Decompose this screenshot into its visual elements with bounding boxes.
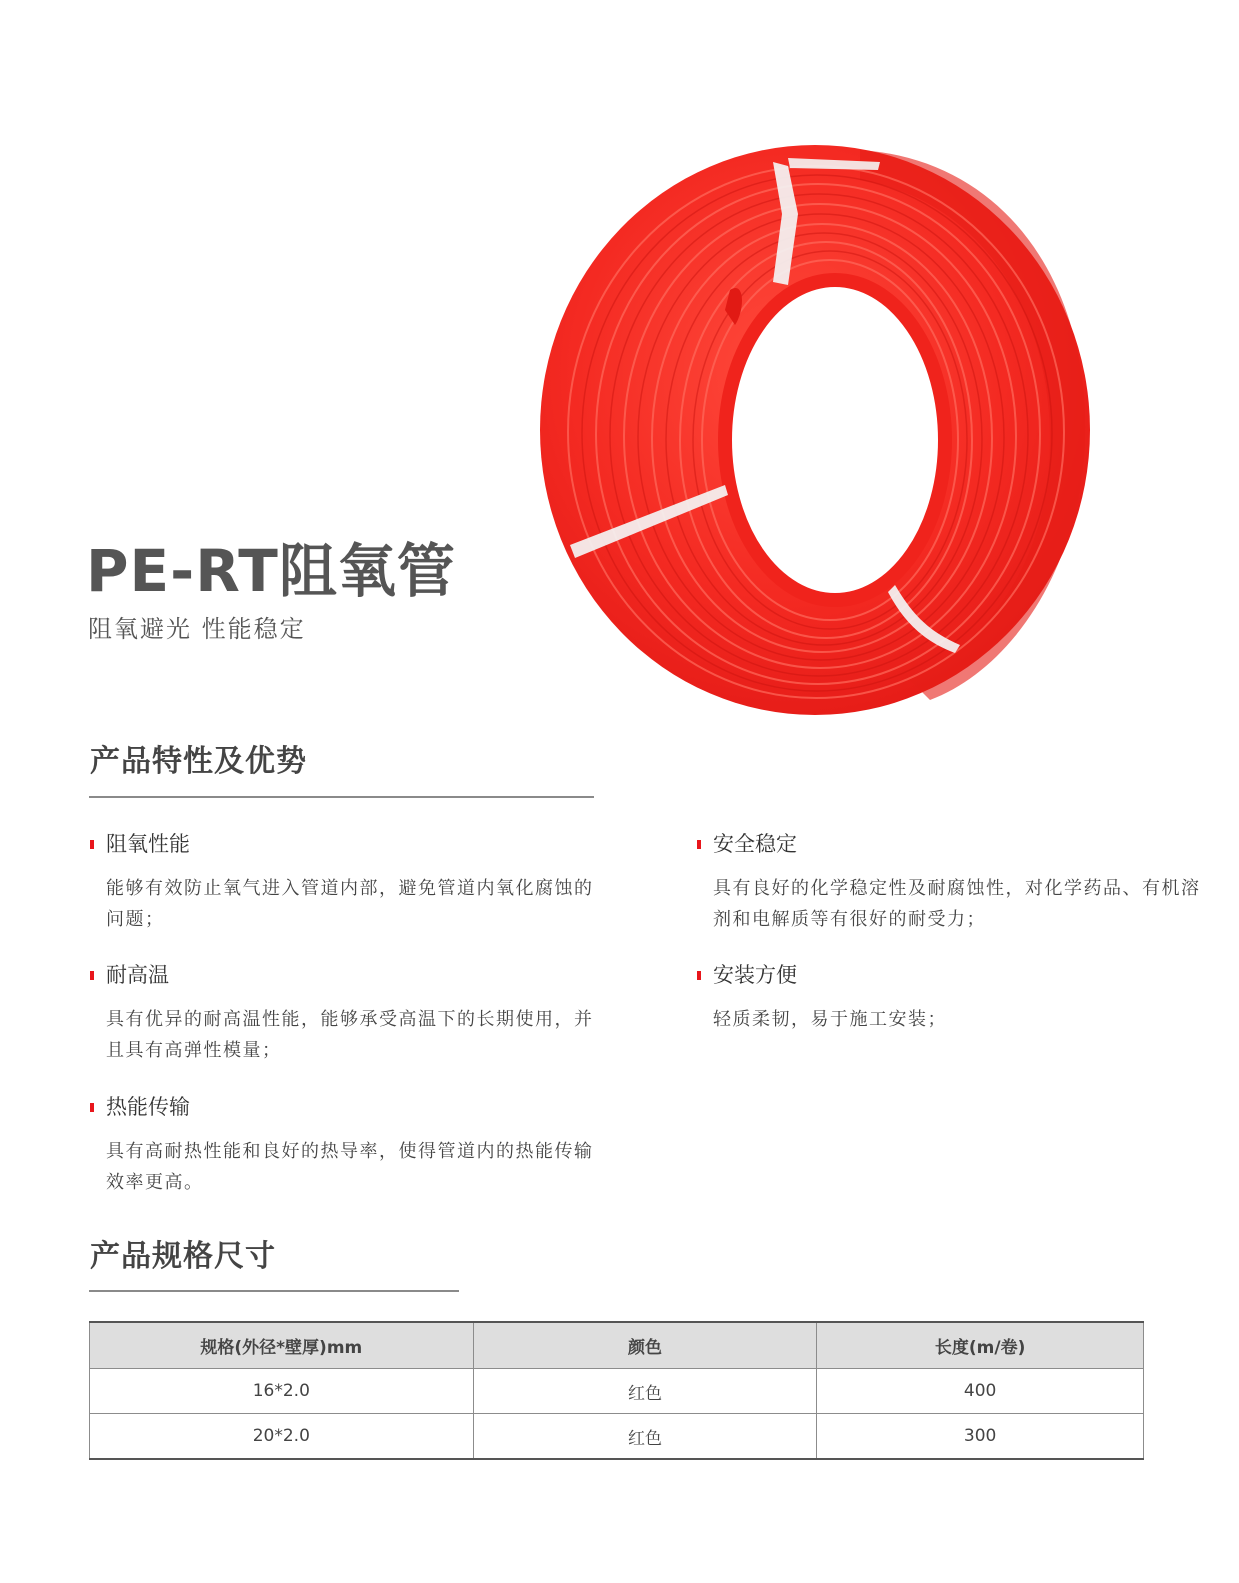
feature-text: 轻质柔韧，易于施工安装； bbox=[713, 1009, 947, 1030]
feature-title: 阻氧性能 bbox=[106, 832, 190, 856]
feature-text: 具有高耐热性能和良好的热导率，使得管道内的热能传输效率更高。 bbox=[106, 1141, 594, 1193]
spec-table bbox=[89, 1321, 1144, 1460]
column-header-color: 颜色 bbox=[473, 1322, 817, 1369]
column-header-length: 长度(m/卷) bbox=[817, 1322, 1144, 1369]
table-header-row bbox=[90, 1322, 1144, 1369]
column-header-size: 规格(外径*壁厚)mm bbox=[90, 1322, 474, 1369]
spec-divider bbox=[89, 1290, 459, 1292]
table-row bbox=[90, 1414, 1144, 1460]
product-subtitle: 阻氧避光 性能稳定 bbox=[88, 615, 306, 643]
product-title: PE-RT阻氧管 bbox=[86, 537, 456, 605]
feature-safety-stability bbox=[697, 829, 1201, 935]
feature-easy-install bbox=[697, 960, 1197, 1035]
features-heading: 产品特性及优势 bbox=[90, 744, 307, 779]
table-row bbox=[90, 1369, 1144, 1414]
features-divider bbox=[89, 796, 594, 798]
feature-title: 耐高温 bbox=[106, 963, 169, 987]
bullet-icon bbox=[697, 840, 701, 849]
feature-text: 具有良好的化学稳定性及耐腐蚀性，对化学药品、有机溶剂和电解质等有很好的耐受力； bbox=[713, 878, 1201, 930]
bullet-icon bbox=[697, 971, 701, 980]
feature-oxygen-barrier bbox=[90, 829, 594, 935]
bullet-icon bbox=[90, 1103, 94, 1112]
cell-color: 红色 bbox=[473, 1369, 817, 1414]
cell-length: 300 bbox=[817, 1414, 1144, 1460]
feature-heat-resistance bbox=[90, 960, 594, 1066]
cell-color: 红色 bbox=[473, 1414, 817, 1460]
pipe-coil-image bbox=[530, 140, 1100, 730]
feature-text: 具有优异的耐高温性能，能够承受高温下的长期使用，并且具有高弹性模量； bbox=[106, 1009, 594, 1061]
bullet-icon bbox=[90, 840, 94, 849]
feature-title: 热能传输 bbox=[106, 1095, 190, 1119]
feature-title: 安全稳定 bbox=[713, 832, 797, 856]
feature-title: 安装方便 bbox=[713, 963, 797, 987]
cell-length: 400 bbox=[817, 1369, 1144, 1414]
cell-size: 16*2.0 bbox=[90, 1369, 474, 1414]
feature-heat-transfer bbox=[90, 1092, 594, 1198]
feature-text: 能够有效防止氧气进入管道内部，避免管道内氧化腐蚀的问题； bbox=[106, 878, 594, 930]
spec-heading: 产品规格尺寸 bbox=[90, 1239, 276, 1274]
cell-size: 20*2.0 bbox=[90, 1414, 474, 1460]
bullet-icon bbox=[90, 971, 94, 980]
